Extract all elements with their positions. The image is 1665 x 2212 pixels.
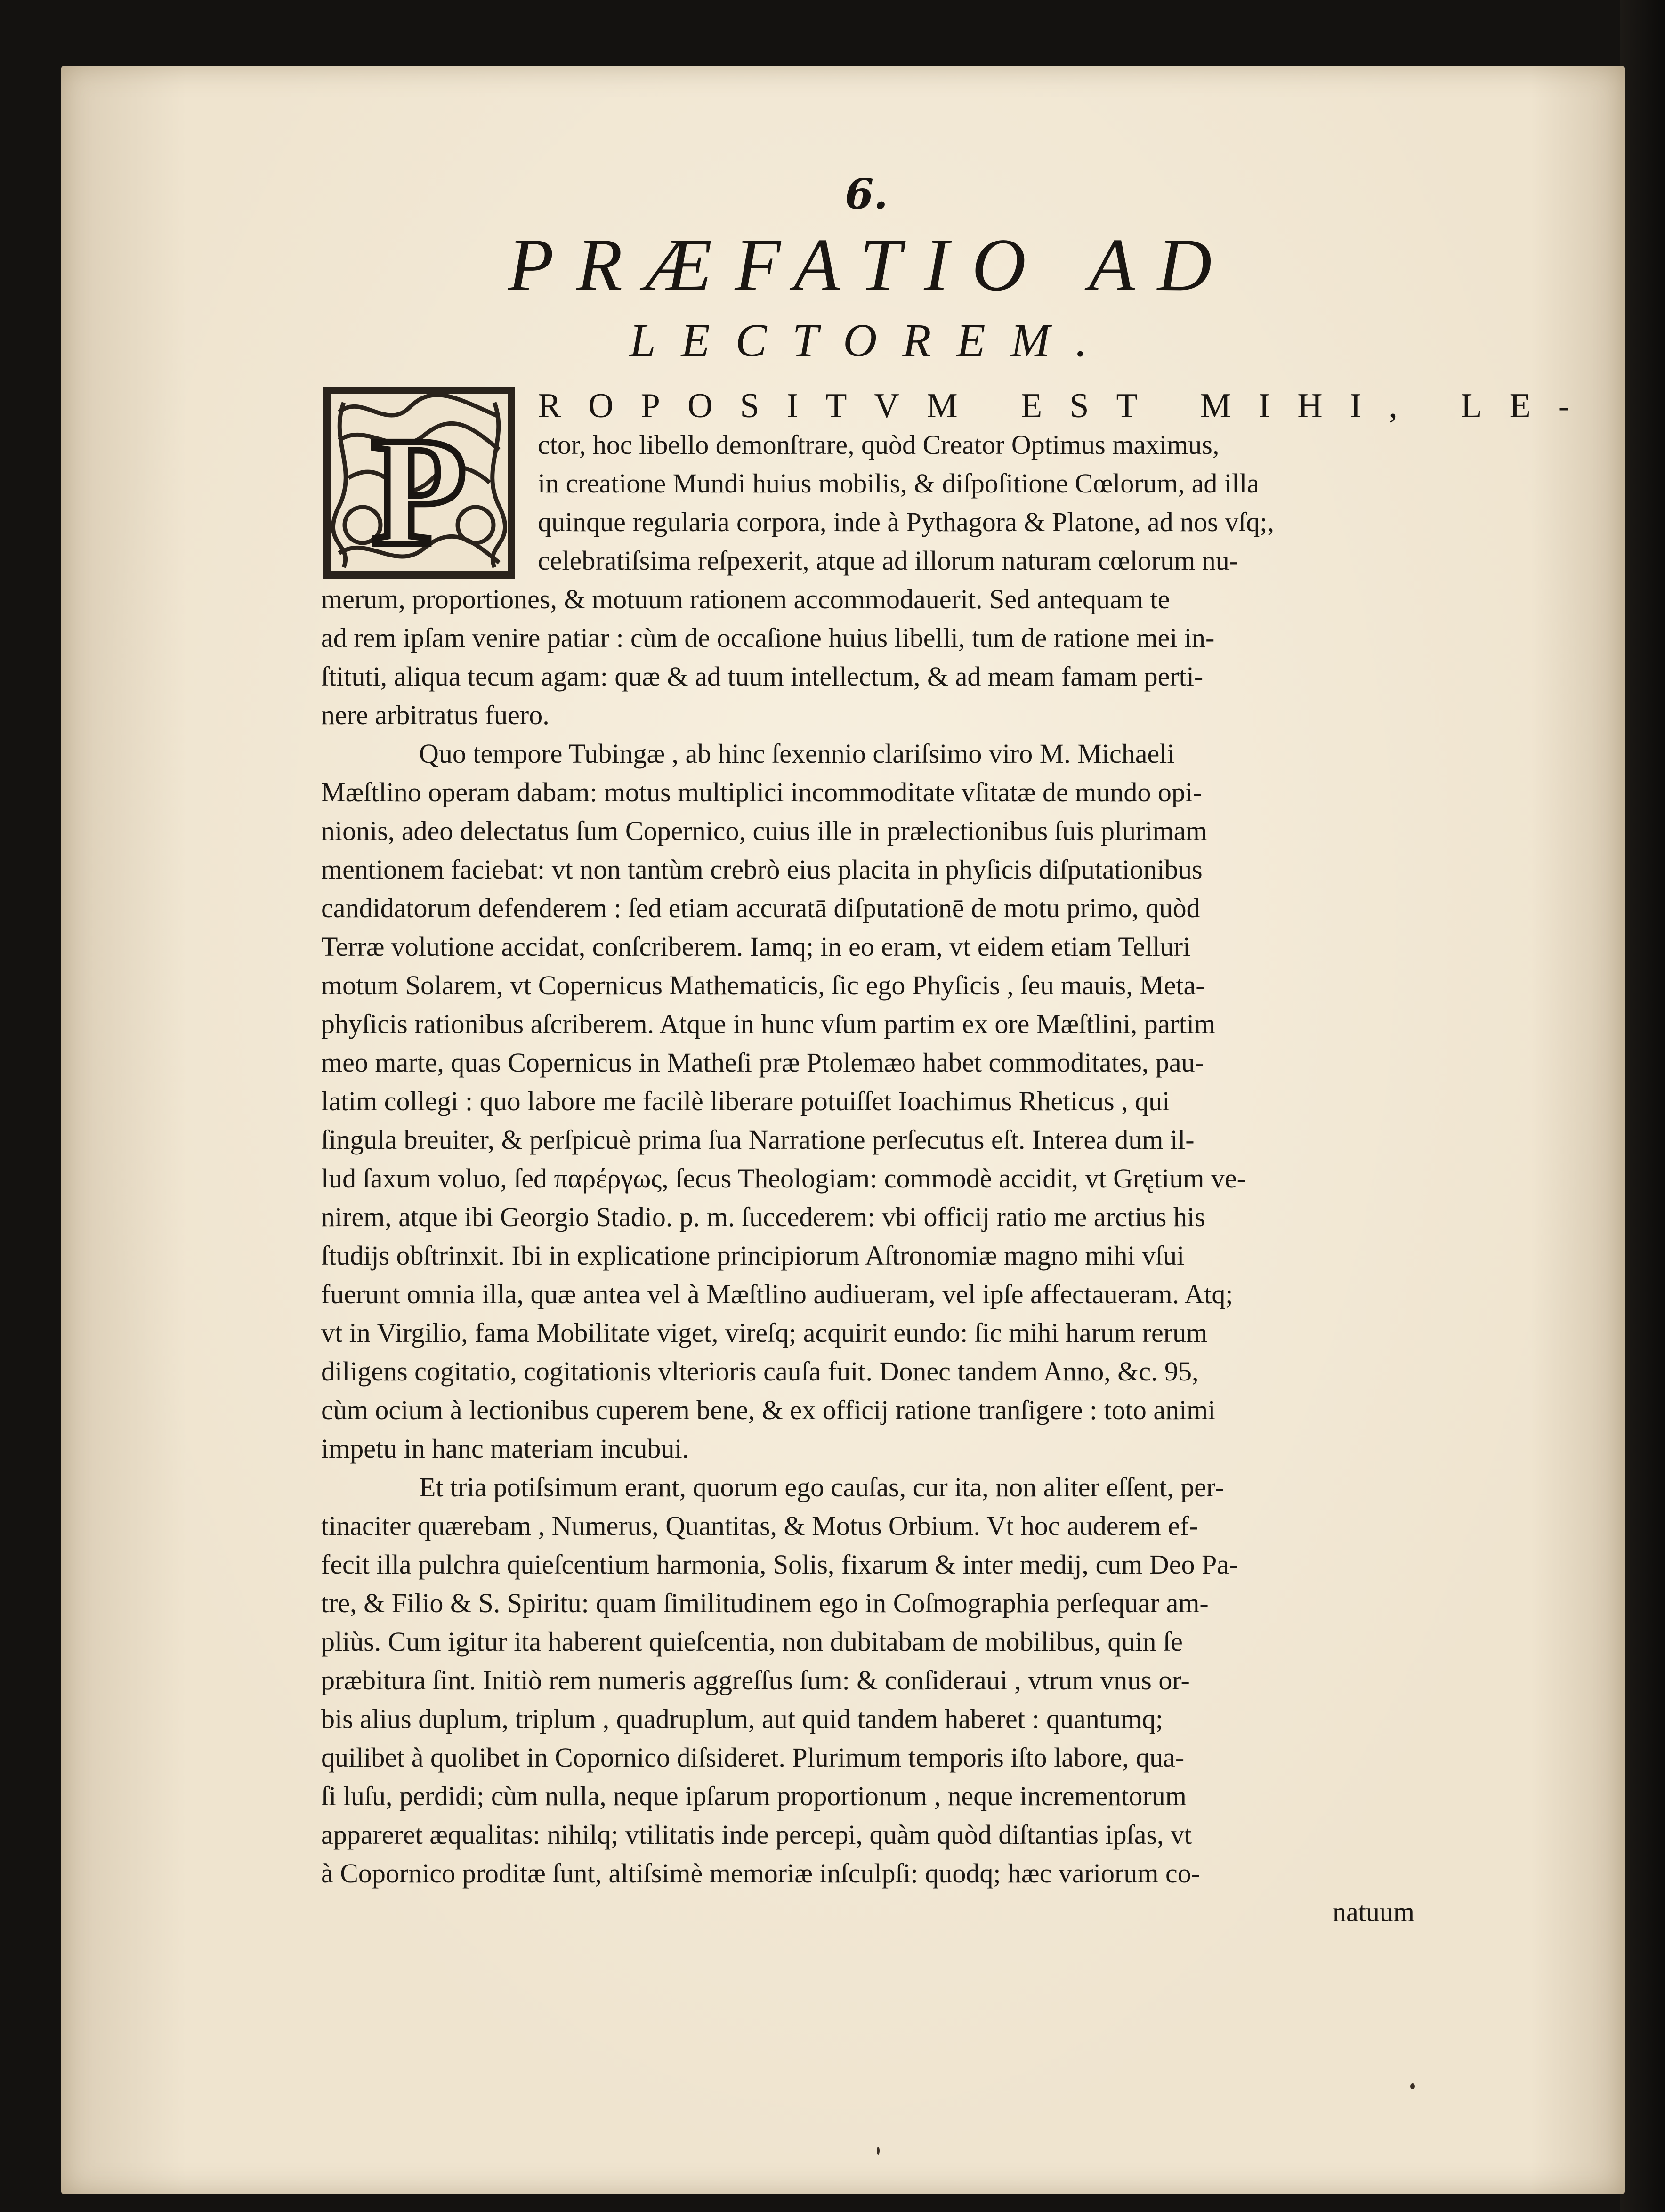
text-line: ctor, hoc libello demonſtrare, quòd Creator Optimus maximus, xyxy=(538,429,1220,460)
text-line: merum, proportiones, & motuum rationem accommodauerit. Sed antequam te xyxy=(321,584,1170,614)
ornamental-initial xyxy=(320,384,518,581)
opening-line: ROPOSITVM EST MIHI, LE- xyxy=(538,387,1597,425)
text-line: ad rem ipſam venire patiar : cùm de occaſione huius libelli, tum de ratione mei in- xyxy=(321,622,1215,653)
text-line: Et tria potiſsimum erant, quorum ego cauſas, cur ita, non aliter eſſent, per- xyxy=(419,1472,1224,1502)
text-line: præbitura ſint. Initiò rem numeris aggreſſus ſum: & conſideraui , vtrum vnus or- xyxy=(321,1665,1190,1695)
catchword: natuum xyxy=(1333,1897,1414,1927)
text-line: ſi luſu, perdidi; cùm nulla, neque ipſarum proportionum , neque incrementorum xyxy=(321,1781,1187,1811)
text-line: impetu in hanc materiam incubui. xyxy=(321,1433,689,1464)
text-line: tinaciter quærebam , Numerus, Quantitas, & Motus Orbium. Vt hoc auderem ef- xyxy=(321,1510,1198,1541)
text-line: à Copornico proditæ ſunt, altiſsimè memoriæ inſculpſi: quodq; hæc variorum co- xyxy=(321,1858,1201,1889)
text-line: fecit illa pulchra quieſcentium harmonia, Solis, fixarum & inter medij, cum Deo Pa- xyxy=(321,1549,1238,1580)
text-line: motum Solarem, vt Copernicus Mathematicis, ſic ego Phyſicis , ſeu mauis, Meta- xyxy=(321,970,1205,1001)
text-line: Quo tempore Tubingæ , ab hinc ſexennio clariſsimo viro M. Michaeli xyxy=(419,738,1175,769)
text-line: vt in Virgilio, fama Mobilitate viget, vireſq; acquirit eundo: ſic mihi harum rerum xyxy=(321,1317,1208,1348)
text-line: nionis, adeo delectatus ſum Copernico, cuius ille in prælectionibus ſuis plurimam xyxy=(321,815,1207,846)
drop-cap-letter: P xyxy=(372,406,467,578)
text-line: cùm ocium à lectionibus cuperem bene, & ex officij ratione tranſigere : toto animi xyxy=(321,1395,1216,1425)
page-number: 6. xyxy=(845,170,888,218)
text-line: lud ſaxum voluo, ſed παρέργως, ſecus Theologiam: commodè accidit, vt Grętium ve- xyxy=(321,1163,1246,1194)
text-line: Mæſtlino operam dabam: motus multiplici incommoditate vſitatæ de mundo opi- xyxy=(321,777,1202,807)
text-line: mentionem faciebat: vt non tantùm crebrò eius placita in phyſicis diſputationibus xyxy=(321,854,1203,885)
ink-speck xyxy=(1410,2083,1415,2089)
page-subtitle: LECTOREM. xyxy=(630,314,1113,366)
text-line: latim collegi : quo labore me facilè liberare potuiſſet Ioachimus Rheticus , qui xyxy=(321,1086,1170,1116)
text-line: nere arbitratus fuero. xyxy=(321,700,550,730)
text-line: meo marte, quas Copernicus in Matheſi præ Ptolemæo habet commoditates, pau- xyxy=(321,1047,1204,1078)
text-line: tre, & Filio & S. Spiritu: quam ſimilitudinem ego in Coſmographia perſequar am- xyxy=(321,1588,1209,1618)
text-line: ſtituti, aliqua tecum agam: quæ & ad tuum intellectum, & ad meam famam perti- xyxy=(321,661,1204,692)
text-line: phyſicis rationibus aſcriberem. Atque in hunc vſum partim ex ore Mæſtlini, partim xyxy=(321,1009,1216,1039)
text-line: bis alius duplum, triplum , quadruplum, aut quid tandem haberet : quantumq; xyxy=(321,1703,1164,1734)
ink-speck xyxy=(877,2147,880,2155)
text-line: ſingula breuiter, & perſpicuè prima ſua Narratione perſecutus eſt. Interea dum il- xyxy=(321,1124,1195,1155)
text-line: pliùs. Cum igitur ita haberent quieſcentia, non dubitabam de mobilibus, quin ſe xyxy=(321,1626,1183,1657)
text-line: appareret æqualitas: nihilq; vtilitatis inde percepi, quàm quòd diſtantias ipſas, vt xyxy=(321,1819,1192,1850)
text-line: diligens cogitatio, cogitationis vlterioris cauſa fuit. Donec tandem Anno, &c. 95, xyxy=(321,1356,1199,1387)
text-line: quilibet à quolibet in Copornico diſsideret. Plurimum temporis iſto labore, qua- xyxy=(321,1742,1185,1773)
text-line: Terræ volutione accidat, conſcriberem. Iamq; in eo eram, vt eidem etiam Telluri xyxy=(321,931,1191,962)
text-line: nirem, atque ibi Georgio Stadio. p. m. ſuccederem: vbi officij ratio me arctius his xyxy=(321,1202,1205,1232)
text-line: quinque regularia corpora, inde à Pythagora & Platone, ad nos vſq;, xyxy=(538,507,1274,537)
text-line: in creatione Mundi huius mobilis, & diſpoſitione Cœlorum, ad illa xyxy=(538,468,1260,499)
book-edge xyxy=(1620,0,1665,2212)
text-line: ſtudijs obſtrinxit. Ibi in explicatione principiorum Aſtronomiæ magno mihi vſui xyxy=(321,1240,1185,1271)
text-line: celebratiſsima reſpexerit, atque ad illorum naturam cœlorum nu- xyxy=(538,545,1239,576)
text-line: fuerunt omnia illa, quæ antea vel à Mæſtlino audiueram, vel ipſe affectaueram. Atq; xyxy=(321,1279,1233,1309)
page-title: PRÆFATIO AD xyxy=(508,223,1235,307)
text-line: candidatorum defenderem : ſed etiam accuratā diſputationē de motu primo, quòd xyxy=(321,893,1200,923)
